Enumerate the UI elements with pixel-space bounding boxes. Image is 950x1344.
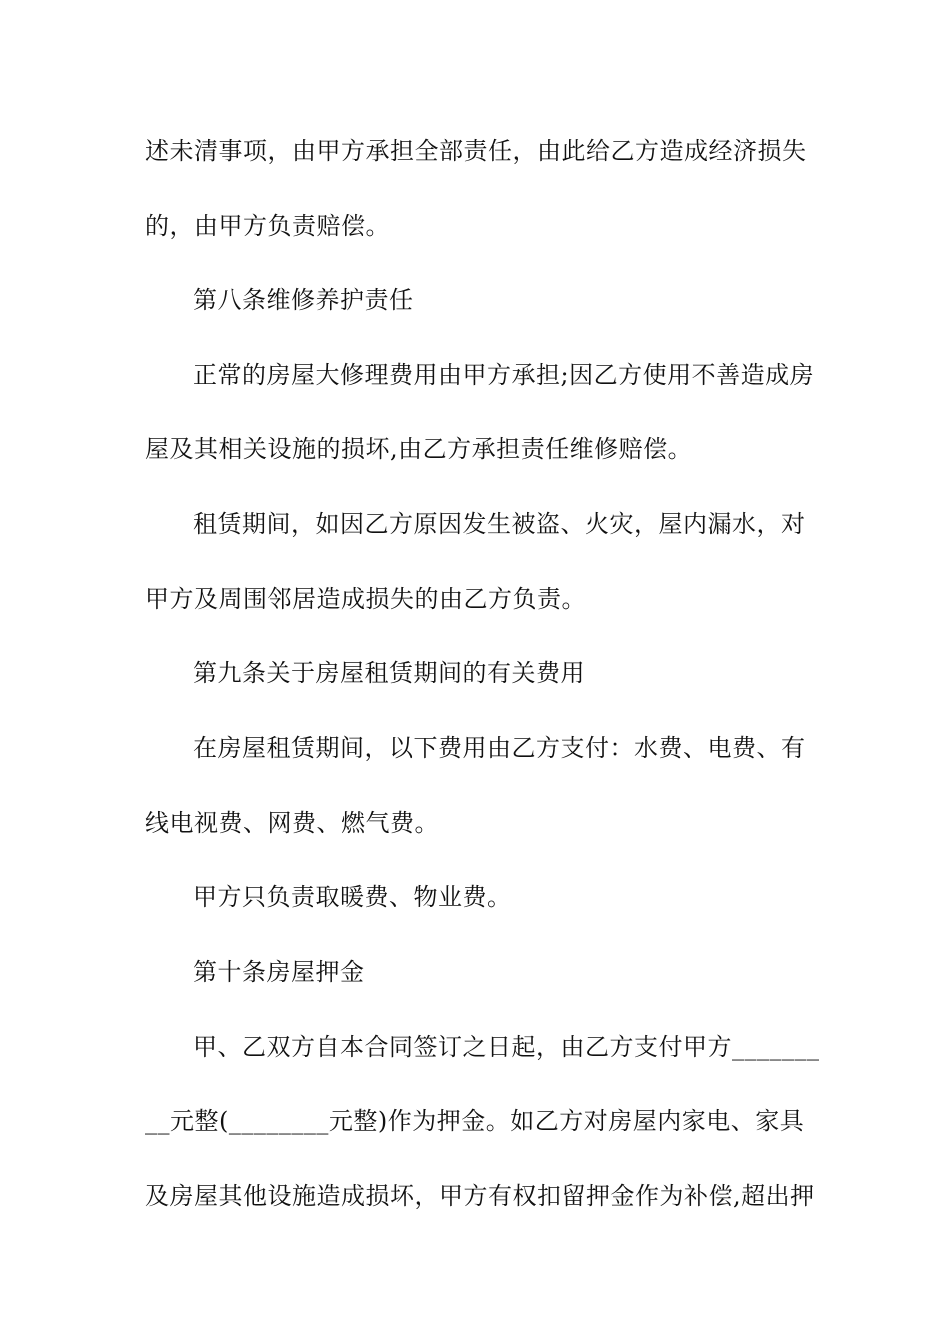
section-heading-article-9: 第九条关于房屋租赁期间的有关费用 <box>193 659 585 687</box>
section-heading-article-8: 第八条维修养护责任 <box>193 286 414 314</box>
text-line: 线电视费、网费、燃气费。 <box>145 809 439 837</box>
text-line: 屋及其相关设施的损坏,由乙方承担责任维修赔偿。 <box>145 435 693 463</box>
text-line: 甲、乙双方自本合同签订之日起，由乙方支付甲方_______ <box>193 1033 820 1061</box>
text-line: 的，由甲方负责赔偿。 <box>145 212 390 240</box>
text-line: 在房屋租赁期间，以下费用由乙方支付：水费、电费、有 <box>193 734 806 762</box>
text-line: 及房屋其他设施造成损坏，甲方有权扣留押金作为补偿,超出押 <box>145 1182 815 1210</box>
text-line: 正常的房屋大修理费用由甲方承担;因乙方使用不善造成房 <box>193 361 815 389</box>
text-line: __元整(________元整)作为押金。如乙方对房屋内家电、家具 <box>145 1107 805 1135</box>
section-heading-article-10: 第十条房屋押金 <box>193 958 365 986</box>
text-line: 述未清事项，由甲方承担全部责任，由此给乙方造成经济损失 <box>145 137 807 165</box>
text-line: 甲方及周围邻居造成损失的由乙方负责。 <box>145 585 586 613</box>
text-line: 甲方只负责取暖费、物业费。 <box>193 883 512 911</box>
text-line: 租赁期间，如因乙方原因发生被盗、火灾，屋内漏水，对 <box>193 510 806 538</box>
